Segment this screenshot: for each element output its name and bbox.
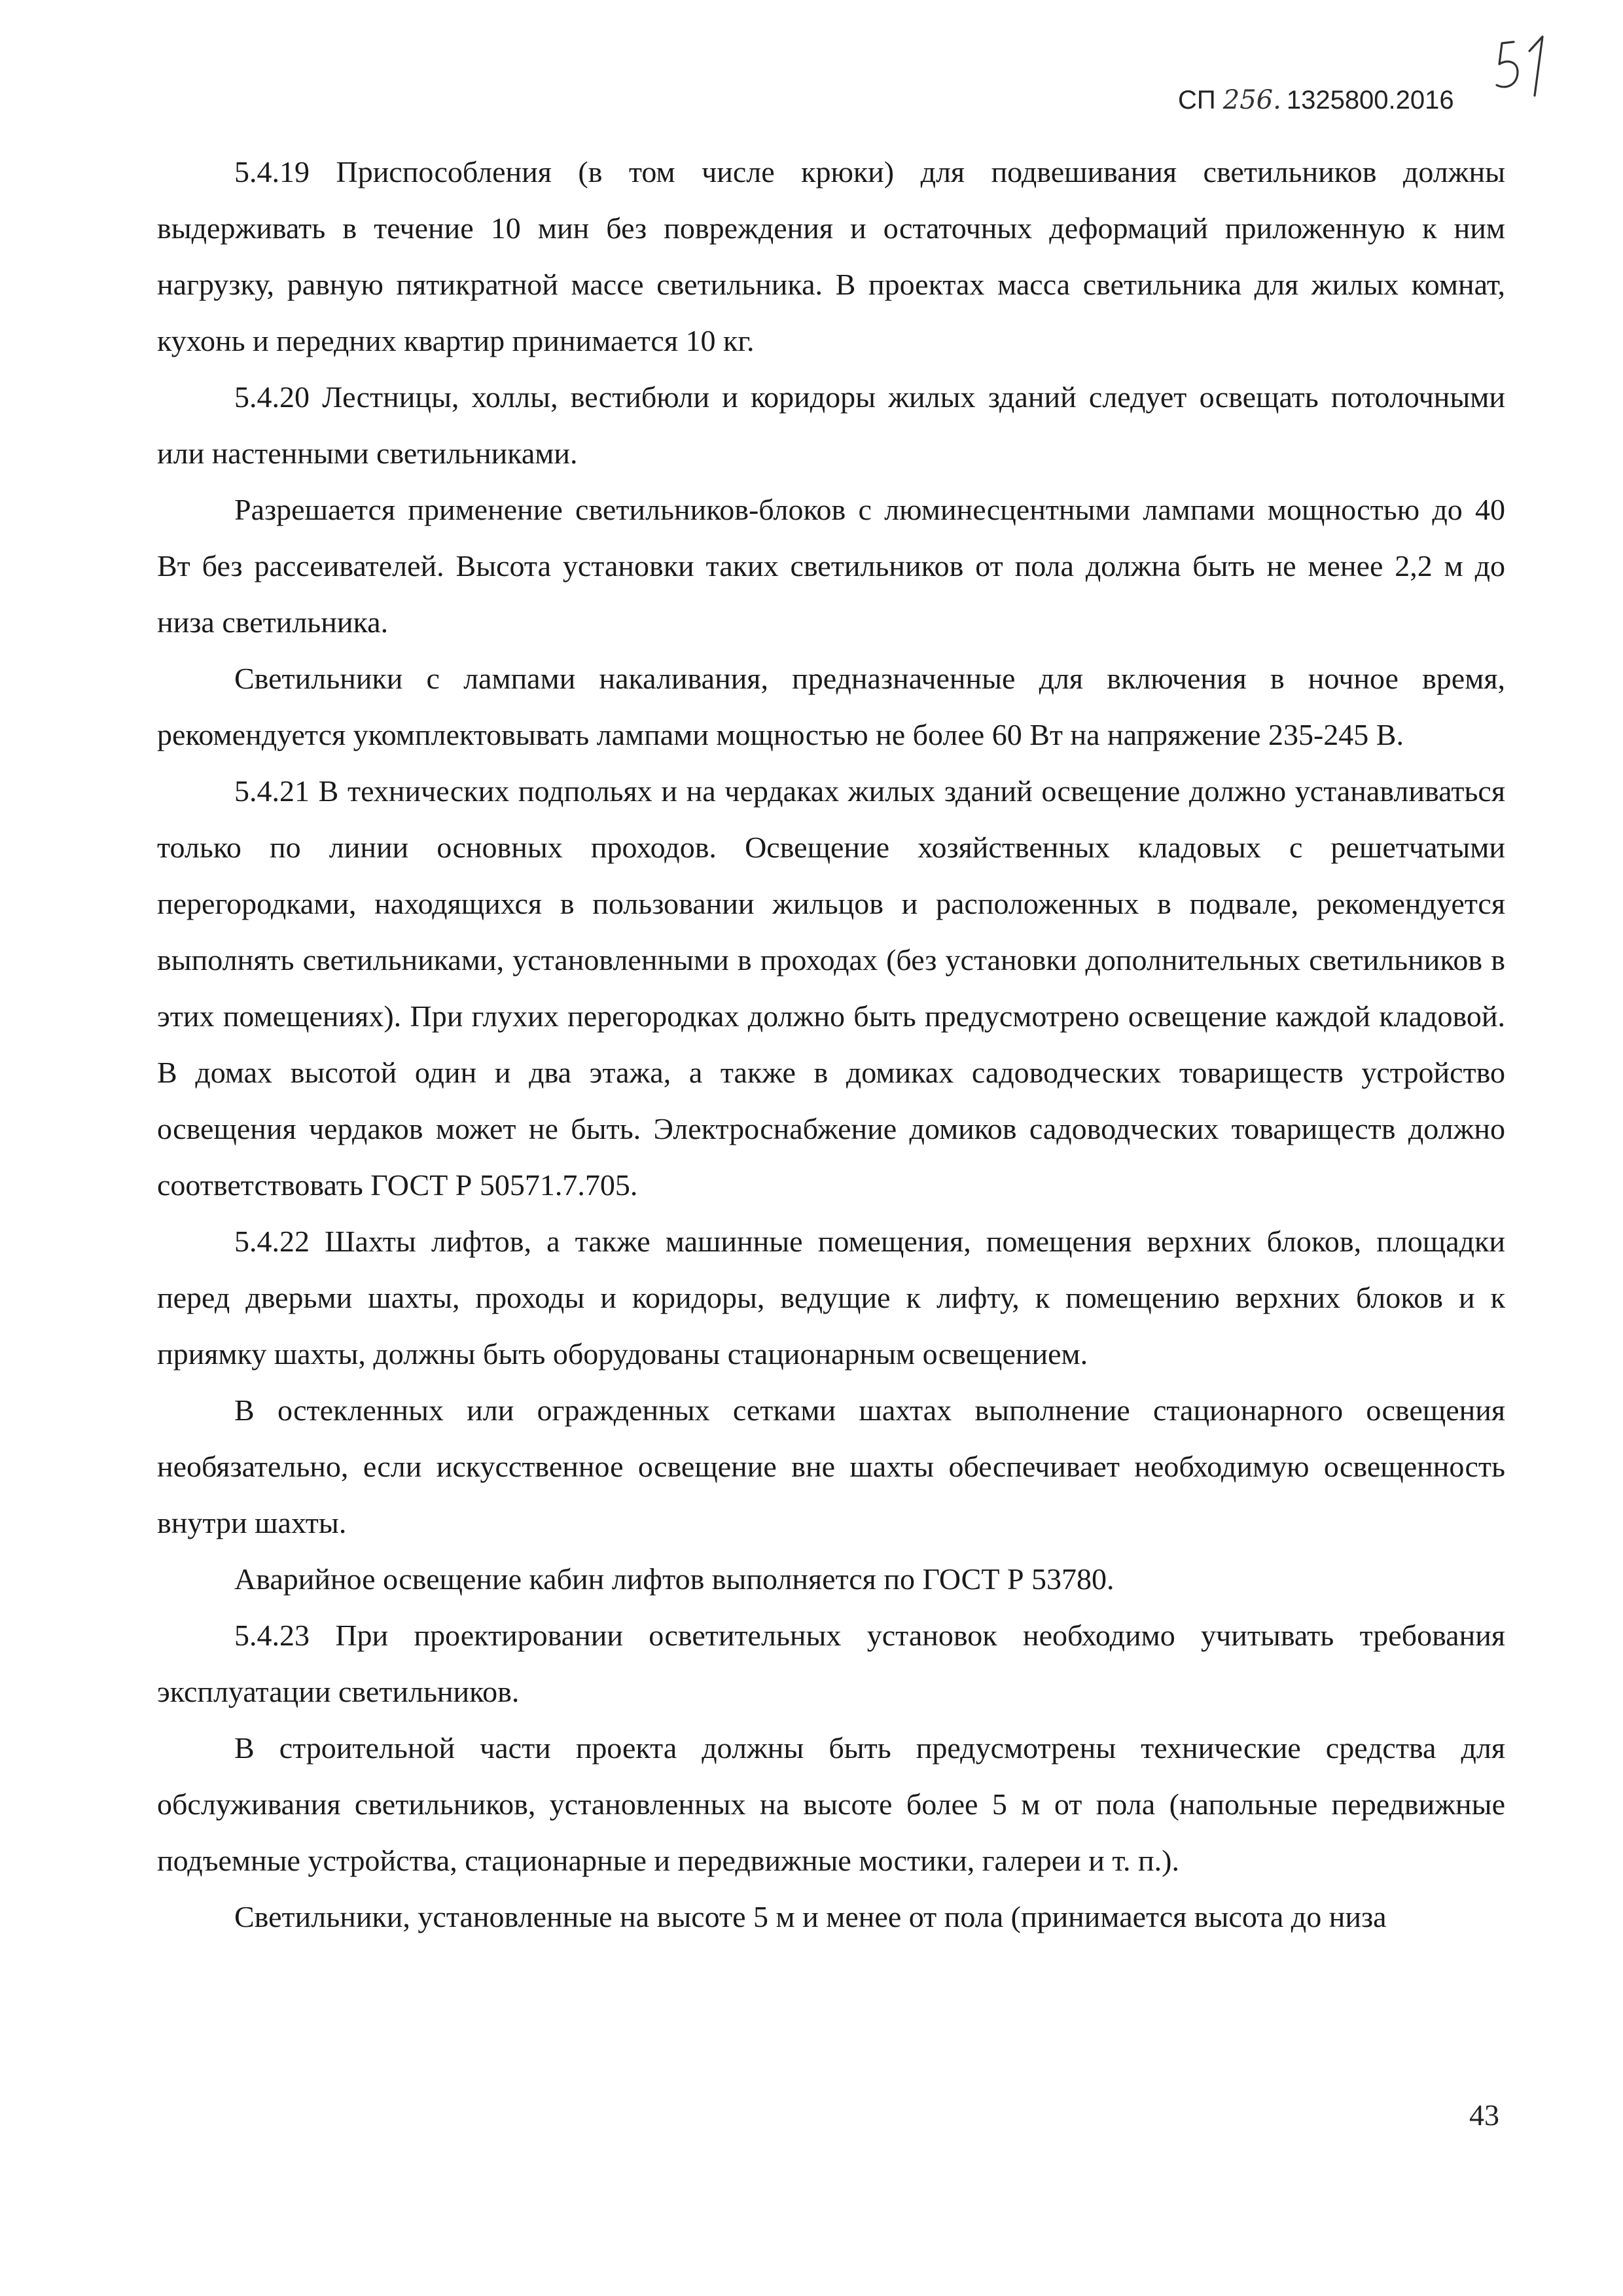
paragraph-glazed-shafts: В остекленных или огражденных сетками шахтах выполнение стационарного освещения необязательно, если искусственное освещение вне шахты обеспечивает необходимую освещенность внутри шахты. <box>157 1393 1505 1539</box>
header-handwritten-number: 256. <box>1222 85 1281 115</box>
header-code: 1325800.2016 <box>1286 86 1454 115</box>
paragraph-5-4-22: 5.4.22 Шахты лифтов, а также машинные помещения, помещения верхних блоков, площадки перед дверьми шахты, проходы и коридоры, ведущие к лифту, к помещению верхних блоков и к приямку шахты, должны быть оборудованы стационарным освещением. <box>157 1225 1505 1371</box>
paragraph-luminaire-blocks: Разрешается применение светильников-блоков с люминесцентными лампами мощностью до 40 Вт без рассеивателей. Высота установки таких светильников от пола должна быть не менее 2,2 м до низа светильника. <box>157 493 1505 639</box>
paragraph-incandescent-lamps: Светильники с лампами накаливания, предназначенные для включения в ночное время, рекомендуется укомплектовывать лампами мощностью не более 60 Вт на напряжение 235-245 В. <box>157 662 1505 751</box>
paragraph-luminaires-height: Светильники, установленные на высоте 5 м и менее от пола (принимается высота до низа <box>234 1900 1387 1933</box>
paragraph-emergency-lighting: Аварийное освещение кабин лифтов выполняется по ГОСТ Р 53780. <box>234 1562 1115 1596</box>
paragraph-5-4-19: 5.4.19 Приспособления (в том числе крюки) для подвешивания светильников должны выдерживать в течение 10 мин без повреждения и остаточных деформаций приложенную к ним нагрузку, равную пятикратной массе светильника. В проектах масса светильника для жилых комнат, кухонь и передних квартир принимается 10 кг. <box>157 155 1505 357</box>
paragraph-5-4-20: 5.4.20 Лестницы, холлы, вестибюли и коридоры жилых зданий следует освещать потолочными или настенными светильниками. <box>157 380 1505 470</box>
paragraph-maintenance-means: В строительной части проекта должны быть предусмотрены технические средства для обслуживания светильников, установленных на высоте более 5 м от пола (напольные передвижные подъемные устройства, стационарные и передвижные мостики, галереи и т. п.). <box>157 1731 1505 1877</box>
page-number: 43 <box>1469 2098 1499 2132</box>
document-header <box>1178 85 1479 115</box>
header-prefix: СП <box>1178 86 1223 115</box>
handwritten-page-mark <box>1489 33 1567 105</box>
paragraph-5-4-21: 5.4.21 В технических подпольях и на чердаках жилых зданий освещение должно устанавливаться только по линии основных проходов. Освещение хозяйственных кладовых с решетчатыми перегородками, находящихся в пользовании жильцов и расположенных в подвале, рекомендуется выполнять светильниками, установленными в проходах (без установки дополнительных светильников в этих помещениях). При глухих перегородках должно быть предусмотрено освещение каждой кладовой. В домах высотой один и два этажа, а также в домиках садоводческих товариществ устройство освещения чердаков может не быть. Электроснабжение домиков садоводческих товариществ должно соответствовать ГОСТ Р 50571.7.705. <box>157 774 1505 1202</box>
paragraph-5-4-23: 5.4.23 При проектировании осветительных установок необходимо учитывать требования эксплуатации светильников. <box>157 1619 1505 1708</box>
document-body <box>157 144 1505 1945</box>
